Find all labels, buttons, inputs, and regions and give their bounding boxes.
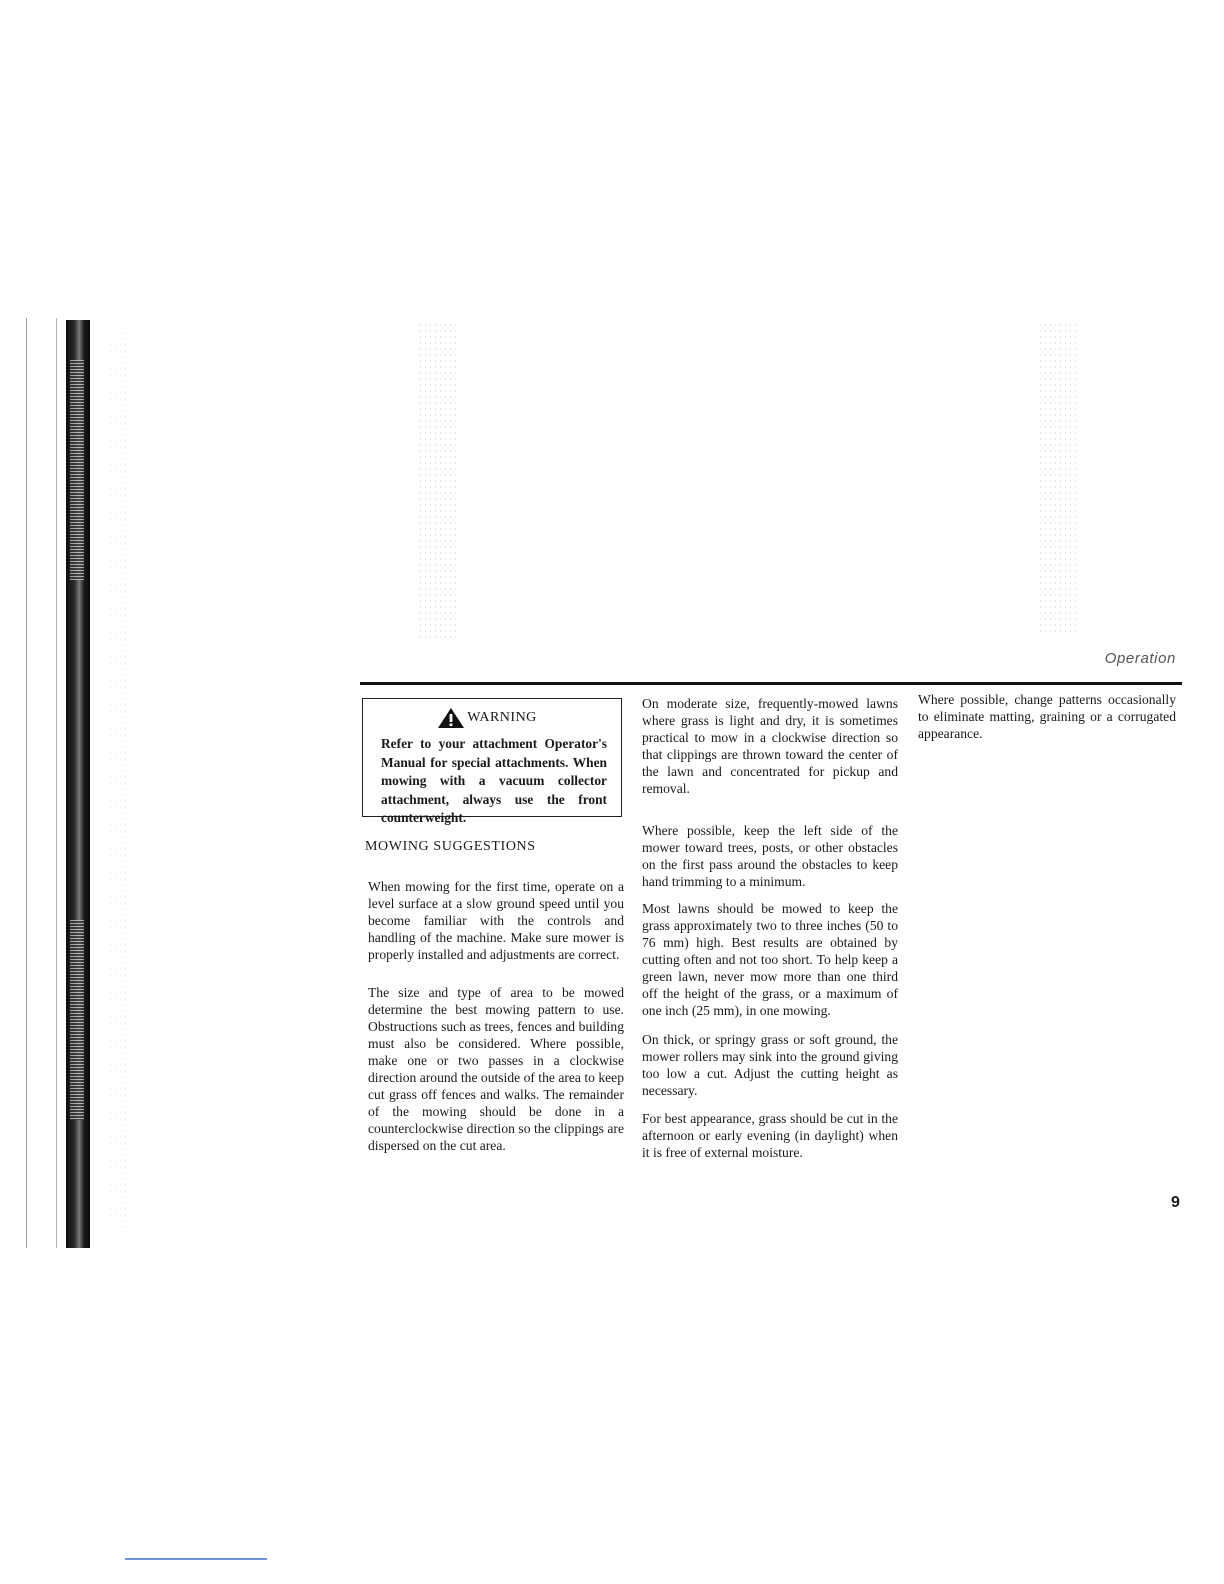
scan-binding-edge: [66, 320, 90, 1248]
page-number: 9: [1171, 1194, 1180, 1211]
section-label: Operation: [1104, 650, 1176, 667]
scan-binding-line: [26, 318, 27, 1248]
column-left: [368, 878, 624, 1154]
scan-noise: [418, 322, 460, 640]
paragraph: On thick, or springy grass or soft ground, the mower rollers may sink into the ground giving too low a cut. Adjust the cutting height as necessary.: [642, 1032, 898, 1098]
header-rule: [360, 682, 1182, 685]
paragraph: When mowing for the first time, operate on a level surface at a slow ground speed until you become familiar with the controls and handling of the machine. Make sure mower is properly installed and adjustments are correct.: [368, 879, 624, 962]
paragraph: On moderate size, frequently-mowed lawns where grass is light and dry, it is sometimes practical to mow in a clockwise direction so that clippings are thrown toward the center of the lawn and concentrated for pickup and removal.: [642, 696, 898, 796]
column-middle: [642, 695, 898, 1161]
scan-noise: [1038, 322, 1076, 634]
paragraph: The size and type of area to be mowed determine the best mowing pattern to use. Obstructions such as trees, fences and building must also be considered. Where possible, make one or two passes in a clockwise direction around the outside of the area to keep cut grass off fences and walks. The remainder of the mowing should be done in a counterclockwise direction so the clippings are dispersed on the cut area.: [368, 985, 624, 1153]
scan-binding-line: [56, 318, 57, 1248]
scan-underline: [125, 1558, 267, 1560]
warning-box: [362, 698, 622, 825]
column-right: [918, 691, 1176, 742]
paragraph: For best appearance, grass should be cut in the afternoon or early evening (in daylight) when it is free of external moisture.: [642, 1111, 898, 1160]
section-heading: MOWING SUGGESTIONS: [365, 839, 536, 854]
warning-text: Refer to your attachment Operator's Manual for special attachments. When mowing with a vacuum collector attachment, always use the front counterweight.: [381, 736, 607, 825]
paragraph: Where possible, change patterns occasionally to eliminate matting, graining or a corrugated appearance.: [918, 692, 1176, 741]
paragraph: Where possible, keep the left side of the mower toward trees, posts, or other obstacles on the first pass around the obstacles to keep hand trimming to a minimum.: [642, 823, 898, 889]
paragraph: Most lawns should be mowed to keep the grass approximately two to three inches (50 to 76 mm) high. Best results are obtained by cutting often and not too short. To help keep a green lawn, never mow more than one third off the height of the grass, or a maximum of one inch (25 mm), in one mowing.: [642, 901, 898, 1018]
warning-title: WARNING: [467, 710, 537, 725]
scan-noise: [108, 330, 130, 1230]
warning-triangle-icon: [437, 707, 465, 729]
warning-header: [381, 707, 607, 729]
